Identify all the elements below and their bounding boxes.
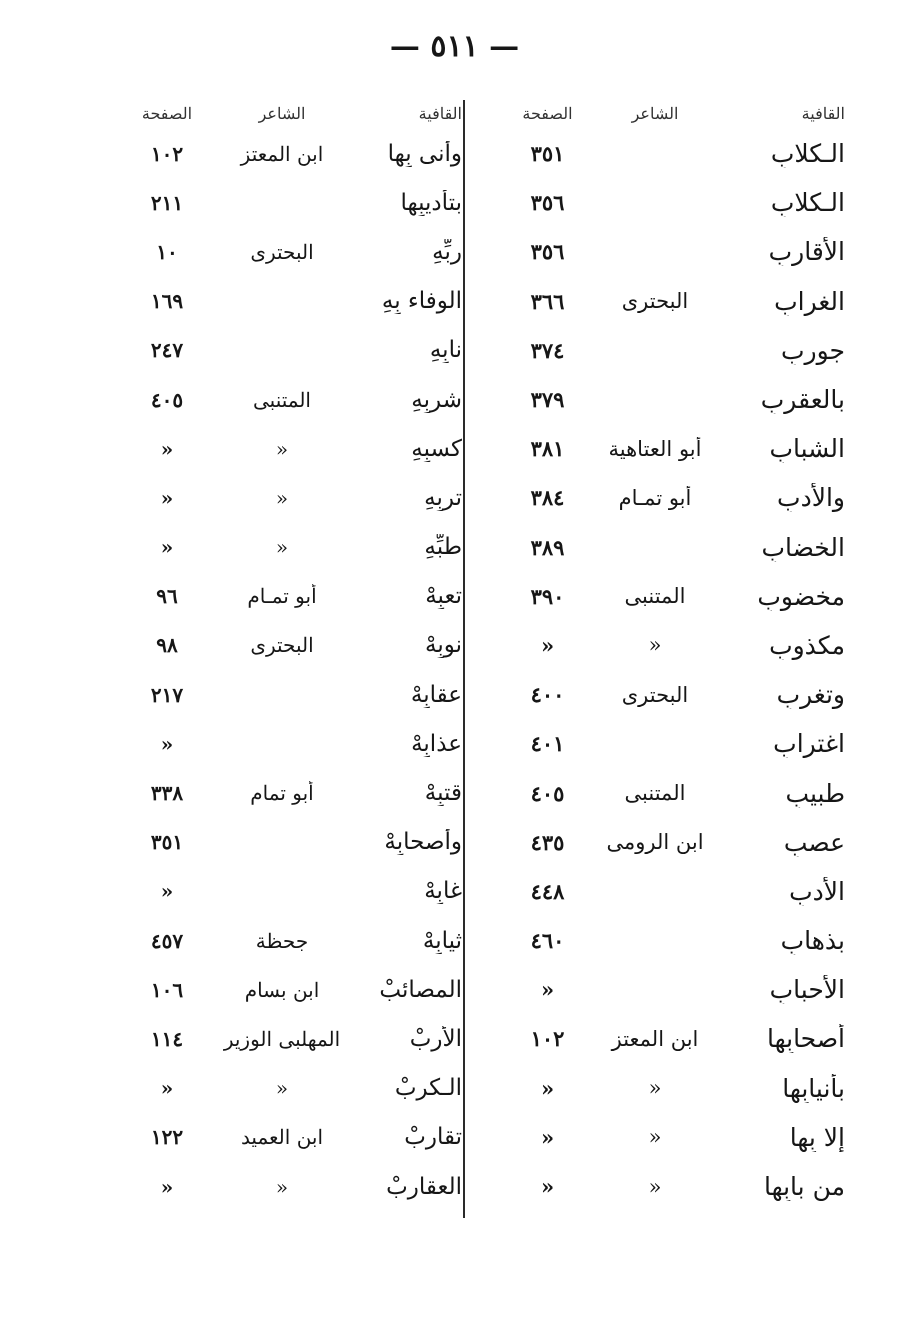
entry-poet: » <box>275 1076 289 1101</box>
entry-page: ٣٥٦ <box>530 190 565 216</box>
entry-page: » <box>540 1174 555 1200</box>
index-entry-row <box>100 1162 462 1211</box>
index-entry-row <box>470 277 845 326</box>
entry-page: » <box>160 879 174 904</box>
index-entry-row <box>470 473 845 522</box>
entry-rhyme: بتأديبِها <box>400 189 462 216</box>
index-entry-row <box>100 867 462 916</box>
entry-page: ٤٦٠ <box>530 928 565 954</box>
index-entry-row <box>100 227 462 276</box>
index-entry-row <box>470 719 845 768</box>
entry-rhyme: الـكربْ <box>394 1075 462 1102</box>
index-entry-row <box>470 670 845 719</box>
entry-page: ٤٠٥ <box>530 780 565 806</box>
index-entry-row <box>100 965 462 1014</box>
index-entry-row <box>470 129 845 178</box>
column-divider <box>463 100 465 1218</box>
entry-rhyme: شربِهِ <box>411 386 462 413</box>
entry-poet: » <box>275 1174 289 1199</box>
entry-rhyme: غابِهْ <box>424 878 462 905</box>
entry-rhyme: الخضابِ <box>761 532 845 562</box>
entry-page: ٣٣٨ <box>150 781 184 806</box>
entry-poet: أبو تمـام <box>618 485 692 510</box>
entry-rhyme: إلا بِها <box>789 1122 845 1152</box>
index-entry-row <box>470 1113 845 1162</box>
entry-page: ٩٨ <box>156 633 178 658</box>
entry-page: ٤٤٨ <box>530 878 565 904</box>
entry-poet: البحترى <box>250 239 314 264</box>
header-poet: الشاعر <box>631 103 679 123</box>
entry-poet: » <box>648 1076 662 1101</box>
entry-poet: » <box>648 1174 662 1199</box>
entry-rhyme: تقاربْ <box>404 1124 462 1151</box>
entry-page: » <box>160 436 174 461</box>
right-column-header <box>470 97 845 129</box>
index-entry-row <box>470 965 845 1014</box>
index-entry-row <box>100 768 462 817</box>
entry-rhyme: مكذوبِ <box>769 630 845 660</box>
entry-page: ٣٩٠ <box>530 583 565 609</box>
entry-page: ٩٦ <box>156 584 178 609</box>
index-entry-row <box>100 473 462 522</box>
entry-rhyme: ثيابِهْ <box>422 927 462 954</box>
entry-poet: أبو تمام <box>250 781 314 806</box>
entry-page: » <box>540 977 555 1003</box>
index-entry-row <box>470 1014 845 1063</box>
entry-rhyme: الوفاء بِهِ <box>381 288 462 315</box>
entry-rhyme: المصائبْ <box>379 976 462 1003</box>
entry-poet: » <box>648 1125 662 1150</box>
entry-rhyme: نابِهِ <box>429 337 462 364</box>
header-page: الصفحة <box>141 103 193 123</box>
entry-page: » <box>160 1076 174 1101</box>
entry-page: ١١٤ <box>150 1026 184 1051</box>
entry-rhyme: اغترابِ <box>773 729 845 759</box>
index-entry-row <box>470 326 845 375</box>
entry-poet: ابن المعتز <box>240 141 324 166</box>
entry-page: ٤٥٧ <box>150 928 184 953</box>
entry-page: ٣٥١ <box>530 141 565 167</box>
entry-page: ٢١٧ <box>150 682 184 707</box>
entry-rhyme: الأقاربِ <box>768 237 845 267</box>
index-entry-row <box>470 375 845 424</box>
header-page: الصفحة <box>522 103 573 123</box>
entry-rhyme: تعبِهْ <box>425 583 462 610</box>
entry-rhyme: قتبِهْ <box>424 780 462 807</box>
entry-page: ٣٨٤ <box>530 485 565 511</box>
index-entry-row <box>470 768 845 817</box>
entry-poet: ابن المعتز <box>611 1026 699 1051</box>
index-entry-row <box>470 621 845 670</box>
entry-rhyme: وأصحابِهْ <box>384 829 462 856</box>
entry-rhyme: جوربِ <box>781 335 845 365</box>
entry-rhyme: أصحابِها <box>766 1024 845 1054</box>
entry-rhyme: بأنيابِها <box>782 1073 845 1103</box>
entry-rhyme: طبِّهِ <box>424 534 462 561</box>
entry-page: ٤٠٥ <box>150 387 184 412</box>
header-poet: الشاعر <box>258 103 306 123</box>
index-entry-row <box>100 670 462 719</box>
entry-poet: البحترى <box>250 633 314 658</box>
entry-rhyme: نوبِهْ <box>424 632 462 659</box>
entry-rhyme: ربِّهِ <box>432 238 462 265</box>
index-entry-row <box>470 818 845 867</box>
index-entry-row <box>100 818 462 867</box>
entry-rhyme: طبيبِ <box>785 778 845 808</box>
entry-poet: » <box>275 485 289 510</box>
entry-poet: المهلبى الوزير <box>223 1026 341 1051</box>
index-entry-row <box>100 129 462 178</box>
index-entry-row <box>470 916 845 965</box>
entry-poet: ابن العميد <box>240 1125 324 1150</box>
entry-rhyme: العقاربْ <box>386 1173 462 1200</box>
entry-page: » <box>160 535 174 560</box>
entry-poet: البحترى <box>621 682 689 707</box>
header-rhyme: القافية <box>801 103 845 123</box>
entry-page: » <box>160 1174 174 1199</box>
entry-page: » <box>160 485 174 510</box>
entry-rhyme: الأربْ <box>409 1025 462 1052</box>
entry-page: ١٠٢ <box>150 141 184 166</box>
right-column-rows <box>470 129 845 1211</box>
entry-rhyme: عصبِ <box>783 827 845 857</box>
index-entry-row <box>100 277 462 326</box>
header-rhyme: القافية <box>418 103 462 123</box>
index-entry-row <box>470 572 845 621</box>
entry-poet: البحترى <box>621 289 689 314</box>
entry-poet: أبو العتاهية <box>608 436 702 461</box>
index-entry-row <box>100 719 462 768</box>
entry-page: ٣٧٤ <box>530 337 565 363</box>
page-number: — ٥١١ — <box>389 29 520 64</box>
entry-rhyme: من بابِها <box>763 1172 845 1202</box>
entry-poet: ابن الرومى <box>606 830 704 855</box>
index-entry-row <box>100 621 462 670</box>
index-entry-row <box>470 178 845 227</box>
entry-rhyme: والأدبِ <box>777 483 845 513</box>
left-column-header <box>100 97 462 129</box>
index-entry-row <box>100 523 462 572</box>
entry-rhyme: عقابِهْ <box>410 681 462 708</box>
entry-poet: جحظة <box>255 928 309 953</box>
index-entry-row <box>100 424 462 473</box>
entry-rhyme: الأدبِ <box>789 876 845 906</box>
entry-rhyme: الـكلابِ <box>770 188 845 218</box>
index-entry-row <box>470 523 845 572</box>
entry-rhyme: الأحبابِ <box>769 975 845 1005</box>
entry-rhyme: الشبابِ <box>769 434 845 464</box>
entry-page: ٣٥١ <box>150 830 184 855</box>
entry-rhyme: الـكلابِ <box>770 139 845 169</box>
index-entry-row <box>100 375 462 424</box>
index-entry-row <box>470 1064 845 1113</box>
entry-rhyme: مخضوبِ <box>757 581 845 611</box>
entry-page: ٢٤٧ <box>150 338 184 363</box>
left-column <box>100 97 462 1211</box>
index-entry-row <box>100 916 462 965</box>
entry-page: » <box>160 731 174 756</box>
index-entry-row <box>100 1014 462 1063</box>
entry-page: ٣٨١ <box>530 436 565 462</box>
entry-poet: المتنبى <box>253 387 311 412</box>
entry-poet: » <box>275 436 289 461</box>
entry-page: ٤٣٥ <box>530 829 565 855</box>
entry-page: ٤٠٠ <box>530 682 565 708</box>
entry-page: ١٠ <box>156 239 178 264</box>
entry-page: ١٦٩ <box>150 289 184 314</box>
entry-poet: » <box>648 633 662 658</box>
entry-poet: أبو تمـام <box>247 584 317 609</box>
index-entry-row <box>100 1064 462 1113</box>
entry-page: ٣٧٩ <box>530 387 565 413</box>
entry-rhyme: وتغربِ <box>776 680 845 710</box>
entry-page: ٢١١ <box>150 190 184 215</box>
entry-page: ٣٨٩ <box>530 534 565 560</box>
entry-page: ١٢٢ <box>150 1125 184 1150</box>
entry-poet: المتنبى <box>624 584 686 609</box>
entry-page: ٣٥٦ <box>530 239 565 265</box>
entry-rhyme: بذهابِ <box>780 926 845 956</box>
entry-page: ١٠٦ <box>150 977 184 1002</box>
index-entry-row <box>470 867 845 916</box>
index-entry-row <box>100 326 462 375</box>
entry-page: ١٠٢ <box>530 1026 565 1052</box>
entry-page: » <box>540 1075 555 1101</box>
entry-page: » <box>540 1124 555 1150</box>
index-entry-row <box>470 227 845 276</box>
entry-page: ٣٦٦ <box>530 288 565 314</box>
index-entry-row <box>470 424 845 473</box>
entry-rhyme: وأنى بِها <box>387 140 462 167</box>
index-entry-row <box>100 572 462 621</box>
left-column-rows <box>100 129 462 1211</box>
index-entry-row <box>470 1162 845 1211</box>
entry-rhyme: بالعقربِ <box>760 385 845 415</box>
entry-page: ٤٠١ <box>530 731 565 757</box>
entry-poet: ابن بسام <box>244 977 320 1002</box>
index-entry-row <box>100 1113 462 1162</box>
entry-rhyme: كسبِهِ <box>411 435 462 462</box>
entry-page: » <box>540 632 555 658</box>
index-entry-row <box>100 178 462 227</box>
entry-rhyme: تربِهِ <box>424 484 462 511</box>
right-column <box>470 97 845 1211</box>
entry-rhyme: الغرابِ <box>774 286 845 316</box>
entry-rhyme: عذابِهْ <box>411 730 462 757</box>
entry-poet: » <box>275 535 289 560</box>
entry-poet: المتنبى <box>624 781 686 806</box>
